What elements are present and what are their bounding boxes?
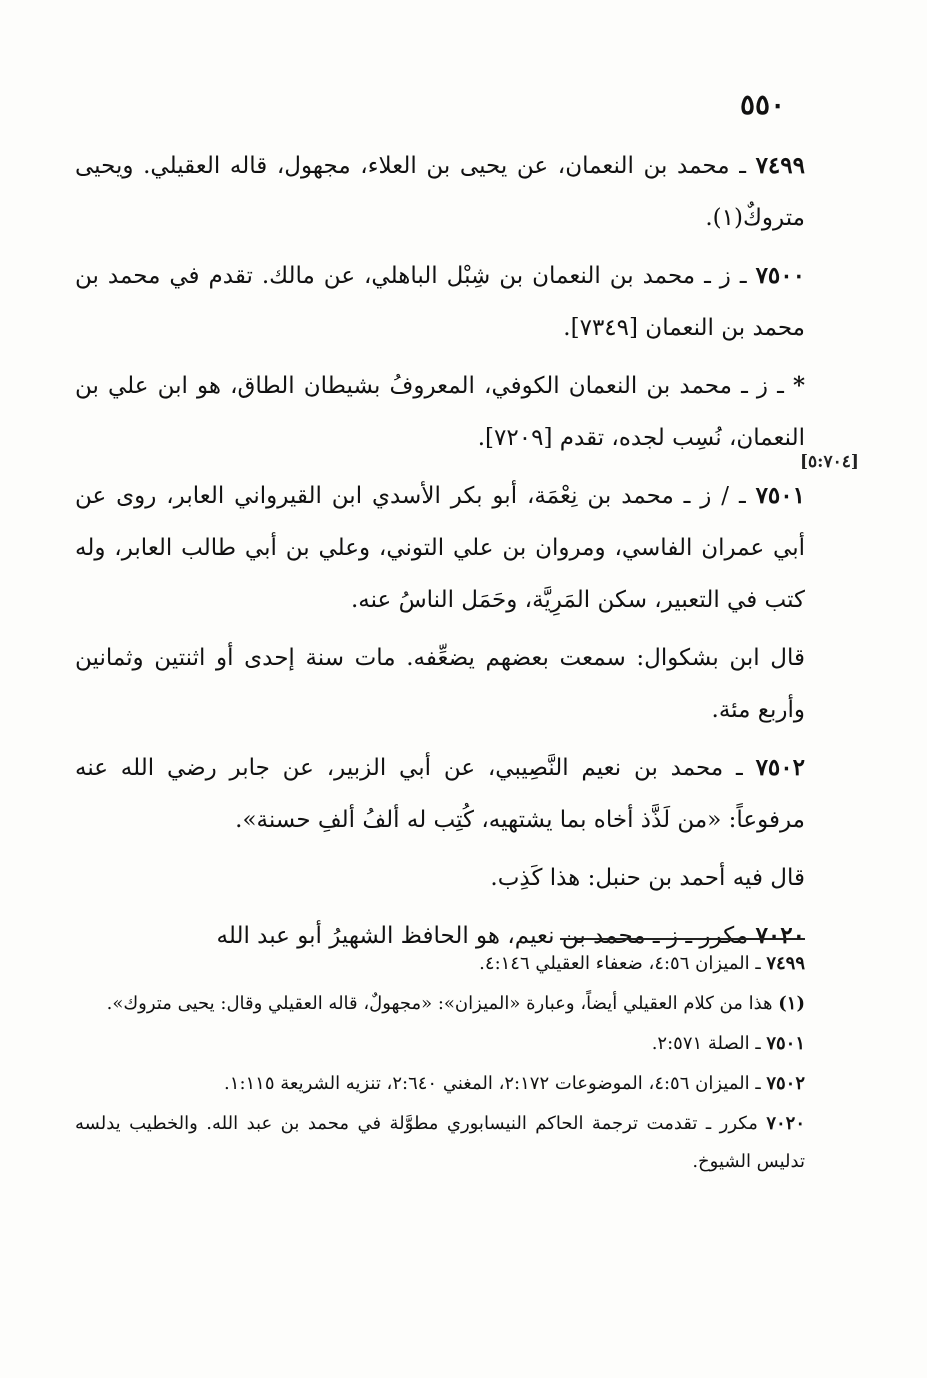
- entry-text: ـ ز ـ محمد بن النعمان بن شِبْل الباهلي، عن مالك. تقدم في محمد بن محمد بن النعمان [٧٣٤٩].: [75, 263, 805, 341]
- footnote-text: ـ الصلة ٢:٥٧١.: [651, 1033, 767, 1054]
- entry-text: مكرر ـ ز ـ محمد بن نعيم، هو الحافظ الشهيرُ أبو عبد الله: [216, 923, 756, 949]
- footnote-text: ـ الميزان ٤:٥٦، ضعفاء العقيلي ٤:١٤٦.: [479, 953, 767, 974]
- footnote-divider: [560, 938, 805, 940]
- footnote-text: ـ الميزان ٤:٥٦، الموضوعات ٢:١٧٢، المغني ٢:٦٤٠، تنزيه الشريعة ١:١١٥.: [224, 1073, 767, 1094]
- entry-7502-note: [75, 852, 805, 904]
- side-reference: [٥:٧٠٤]: [800, 452, 859, 472]
- entry-number: *: [792, 372, 805, 399]
- entry-7500: [75, 250, 805, 354]
- footnote-text: مكرر ـ تقدمت ترجمة الحاكم النيسابوري مطوَّلة في محمد بن عبد الله. والخطيب يدلسه تدليس الشيوخ.: [75, 1113, 805, 1172]
- footnote-number: (١): [778, 993, 805, 1014]
- footnote-number: ٧٤٩٩: [766, 953, 805, 974]
- entry-text: قال ابن بشكوال: سمعت بعضهم يضعِّفه. مات سنة إحدى أو اثنتين وثمانين وأربع مئة.: [75, 645, 805, 723]
- entry-text: قال فيه أحمد بن حنبل: هذا كَذِب.: [490, 865, 805, 891]
- entry-number: ٧٤٩٩: [755, 152, 805, 179]
- main-text: [75, 140, 805, 968]
- footnote: [75, 1065, 805, 1103]
- entry-number: ٧٠٢٠: [755, 922, 805, 949]
- entry-text: ـ محمد بن النعمان، عن يحيى بن العلاء، مجهول، قاله العقيلي. ويحيى متروكٌ(١).: [75, 153, 805, 231]
- entry-7499: [75, 140, 805, 244]
- entry-7502: [75, 742, 805, 846]
- footnote: [75, 1105, 805, 1181]
- page-number: ٥٥٠: [740, 88, 786, 121]
- entry-cross-reference: [75, 360, 805, 464]
- entry-text: ـ / ز ـ محمد بن نِعْمَة، أبو بكر الأسدي ابن القيرواني العابر، روى عن أبي عمران الفاسي، ومروان بن علي التوني، وعلي بن أبي طالب العابر، وله كتب في التعبير، سكن المَرِيَّة، وحَمَل الناسُ عنه.: [75, 483, 805, 613]
- entry-number: ٧٥٠٠: [755, 262, 805, 289]
- footnote: [75, 1025, 805, 1063]
- footnote: [75, 945, 805, 983]
- entry-number: ٧٥٠٢: [755, 754, 805, 781]
- footnotes: [75, 945, 805, 1183]
- footnote-number: ٧٠٢٠: [766, 1113, 805, 1134]
- footnote: [75, 985, 805, 1023]
- entry-text: ـ ز ـ محمد بن النعمان الكوفي، المعروفُ بشيطان الطاق، هو ابن علي بن النعمان، نُسِب لجده، تقدم [٧٢٠٩].: [75, 373, 805, 451]
- entry-text: ـ محمد بن نعيم النَّصِيبي، عن أبي الزبير، عن جابر رضي الله عنه مرفوعاً: «من لَذَّذ أخاه بما يشتهيه، كُتِب له ألفُ ألفِ حسنة».: [75, 755, 805, 833]
- footnote-number: ٧٥٠٢: [766, 1073, 805, 1094]
- footnote-text: هذا من كلام العقيلي أيضاً، وعبارة «الميزان»: «مجهولٌ، قاله العقيلي وقال: يحيى متروك».: [106, 993, 779, 1014]
- entry-number: ٧٥٠١: [755, 482, 805, 509]
- entry-7501-note: [75, 632, 805, 736]
- footnote-number: ٧٥٠١: [766, 1033, 805, 1054]
- entry-7501: [75, 470, 805, 626]
